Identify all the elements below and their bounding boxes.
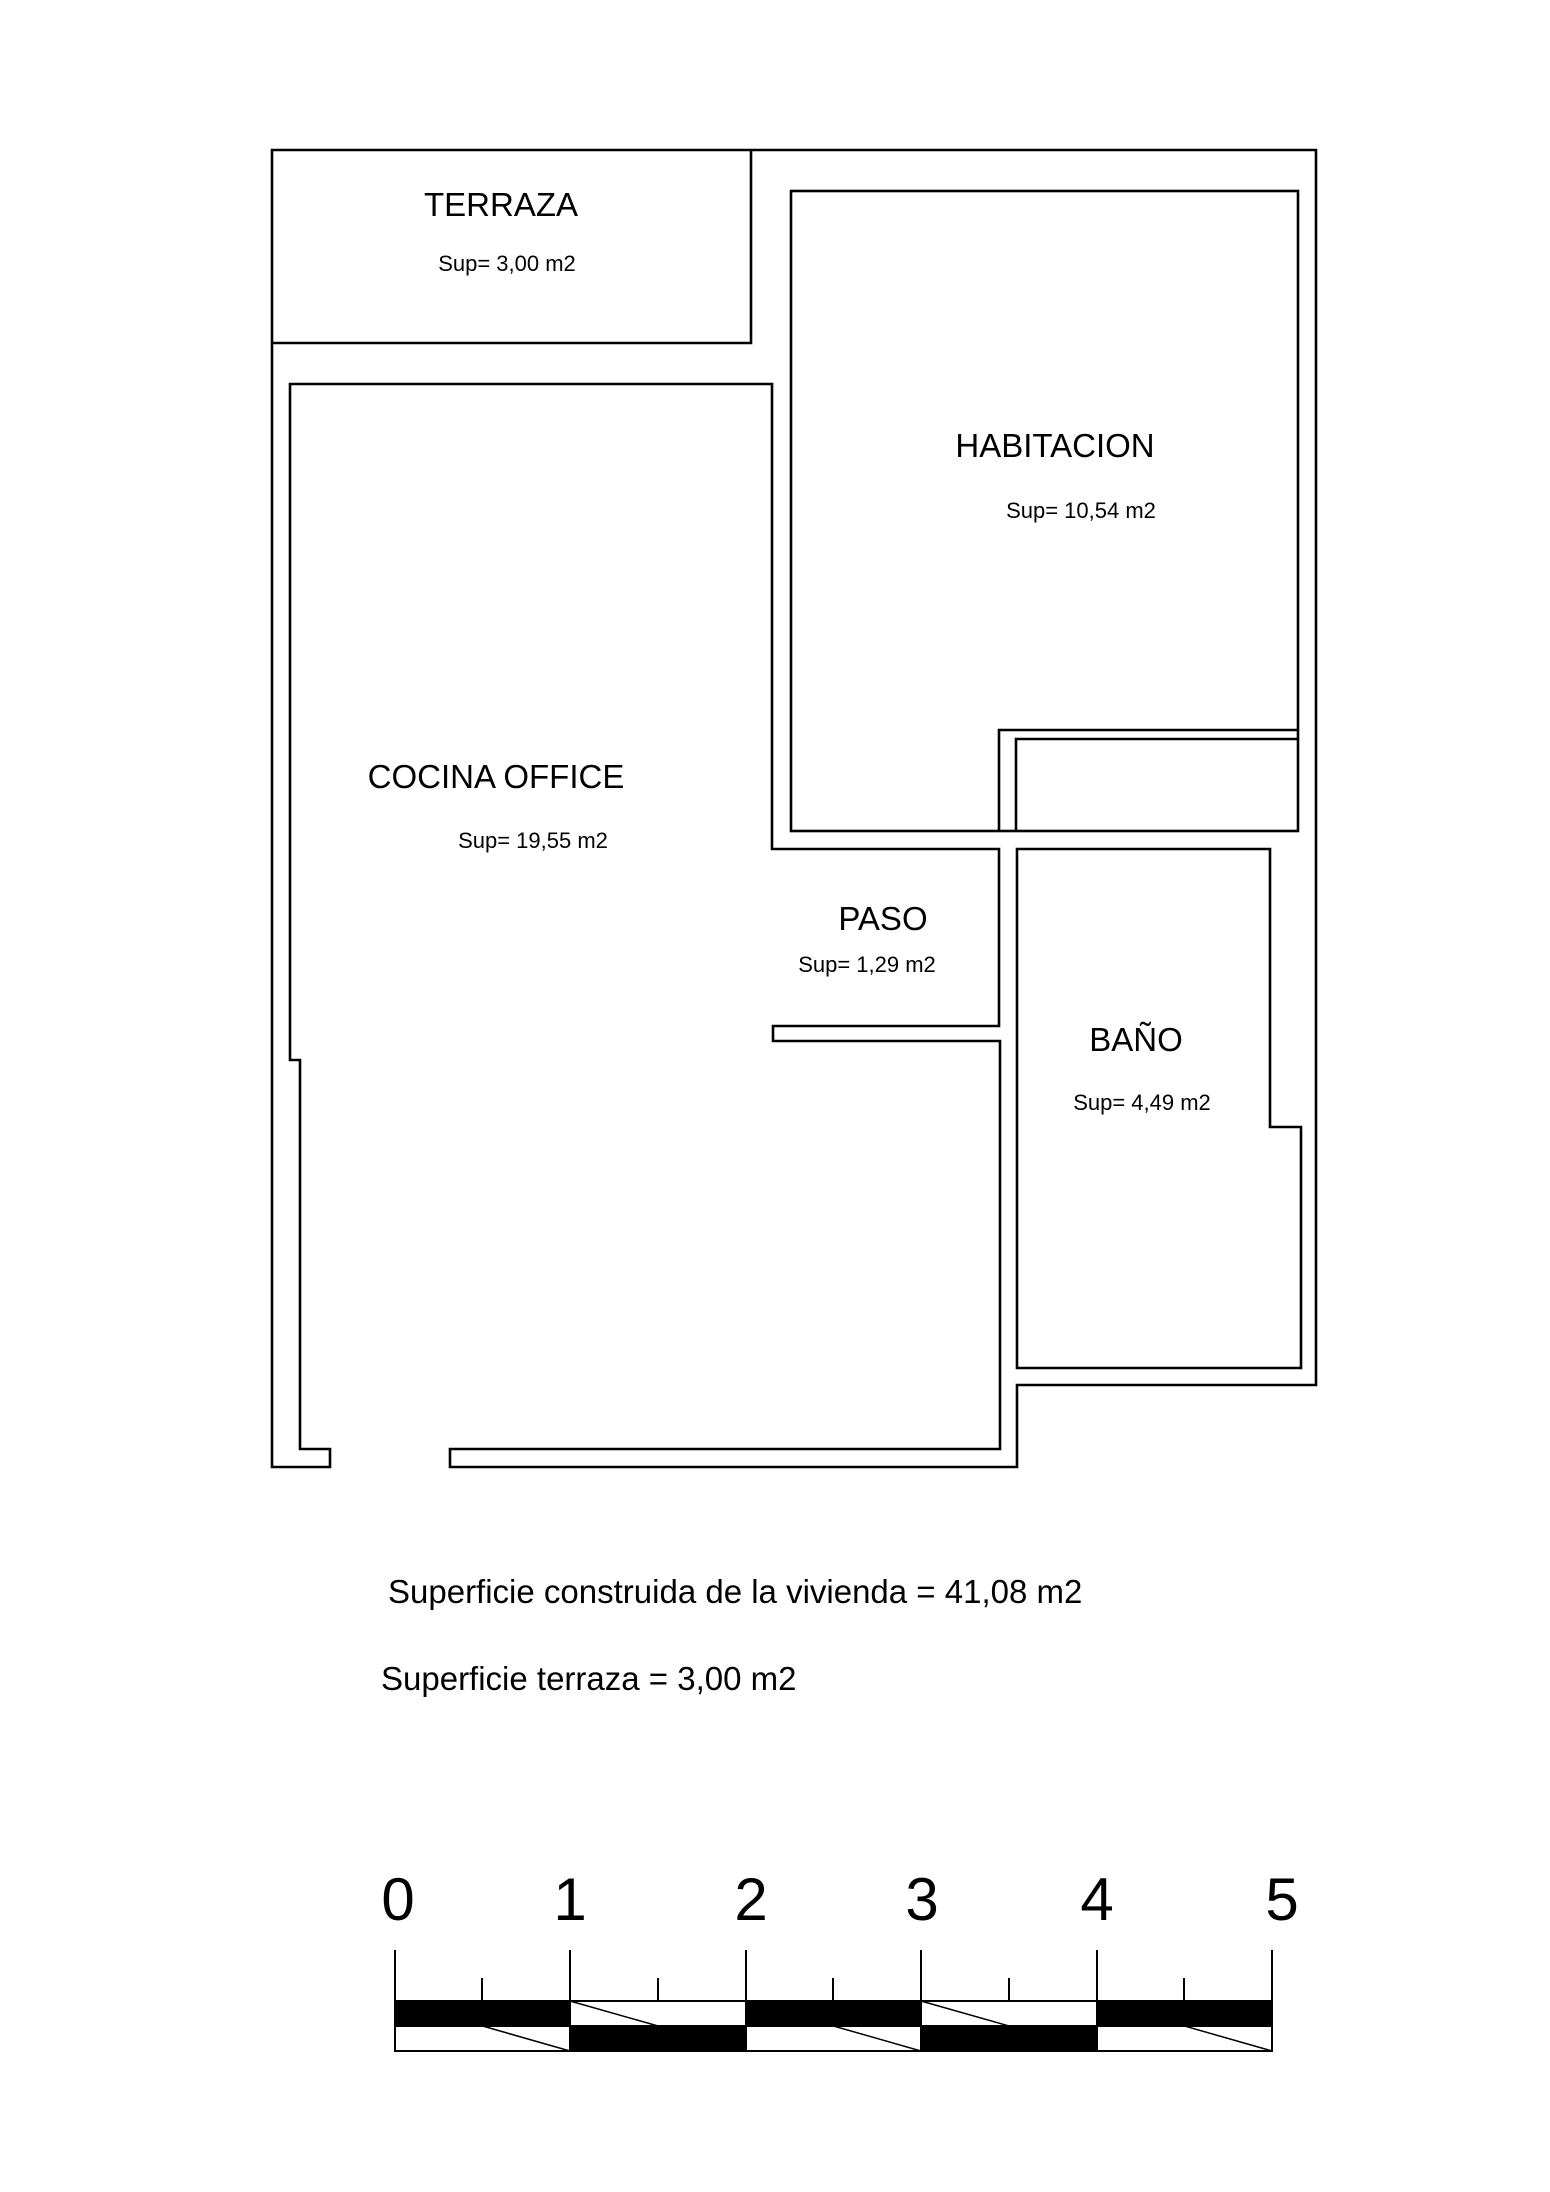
outer-wall [272,150,1316,1467]
room-name-habitacion: HABITACION [955,427,1155,464]
room-name-terraza: TERRAZA [423,186,579,223]
room-labels [368,186,1211,1115]
scale-segment-bottom-4 [921,2026,1097,2051]
scale-segment-top-3 [746,2001,921,2026]
room-area-paso: Sup= 1,29 m2 [798,952,936,977]
scale-segment-bottom-1 [395,2026,570,2051]
terraza-wall [272,150,751,343]
built-area-text: Superficie construida de la vivienda = 41,08 m2 [388,1573,1083,1610]
room-area-cocina: Sup= 19,55 m2 [458,828,608,853]
scale-label-2: 2 [734,1866,768,1933]
scale-minor-ticks [482,1978,1184,2001]
room-area-terraza: Sup= 3,00 m2 [438,251,576,276]
room-name-paso: PASO [838,900,928,937]
walls [272,150,1316,1467]
summary [381,1573,1082,1697]
room-area-habitacion: Sup= 10,54 m2 [1006,498,1156,523]
closet-wall [999,730,1298,832]
room-area-bano: Sup= 4,49 m2 [1073,1090,1211,1115]
room-name-cocina: COCINA OFFICE [367,758,625,795]
scale-label-0: 0 [381,1866,415,1933]
scale-segment-top-1 [395,2001,570,2026]
scale-bar [381,1866,1298,2051]
scale-label-5: 5 [1265,1866,1299,1933]
scale-label-4: 4 [1080,1866,1114,1933]
scale-label-3: 3 [905,1866,939,1933]
scale-segment-top-4 [921,2001,1097,2026]
scale-segment-bottom-2 [570,2026,746,2051]
scale-segment-top-2 [570,2001,746,2026]
scale-label-1: 1 [553,1866,587,1933]
closet-inner-wall [1016,739,1298,832]
scale-segment-bottom-5 [1097,2026,1272,2051]
scale-segment-top-5 [1097,2001,1272,2026]
terrace-area-text: Superficie terraza = 3,00 m2 [381,1660,797,1697]
scale-segment-bottom-3 [746,2026,921,2051]
room-name-bano: BAÑO [1089,1021,1183,1058]
